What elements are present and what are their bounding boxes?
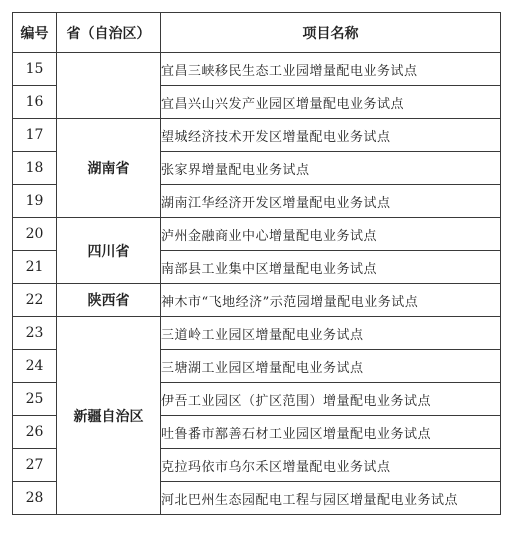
row-number: 19 — [13, 185, 57, 218]
pilot-projects-table — [12, 12, 501, 515]
row-number: 22 — [13, 284, 57, 317]
project-name: 南部县工业集中区增量配电业务试点 — [161, 251, 501, 284]
row-number: 24 — [13, 350, 57, 383]
header-number: 编号 — [13, 13, 57, 53]
project-name: 河北巴州生态园配电工程与园区增量配电业务试点 — [161, 482, 501, 515]
project-name: 神木市“飞地经济”示范园增量配电业务试点 — [161, 284, 501, 317]
table-row — [13, 53, 501, 86]
project-name: 三道岭工业园区增量配电业务试点 — [161, 317, 501, 350]
project-name: 吐鲁番市鄯善石材工业园区增量配电业务试点 — [161, 416, 501, 449]
province-cell-blank — [57, 53, 161, 119]
row-number: 17 — [13, 119, 57, 152]
table-row — [13, 119, 501, 152]
project-name: 克拉玛依市乌尔禾区增量配电业务试点 — [161, 449, 501, 482]
header-row — [13, 13, 501, 53]
project-name: 宜昌三峡移民生态工业园增量配电业务试点 — [161, 53, 501, 86]
row-number: 15 — [13, 53, 57, 86]
project-name: 望城经济技术开发区增量配电业务试点 — [161, 119, 501, 152]
project-name: 张家界增量配电业务试点 — [161, 152, 501, 185]
row-number: 26 — [13, 416, 57, 449]
project-name: 三塘湖工业园区增量配电业务试点 — [161, 350, 501, 383]
project-name: 宜昌兴山兴发产业园区增量配电业务试点 — [161, 86, 501, 119]
row-number: 28 — [13, 482, 57, 515]
province-shaanxi: 陕西省 — [57, 284, 161, 317]
row-number: 16 — [13, 86, 57, 119]
row-number: 18 — [13, 152, 57, 185]
row-number: 27 — [13, 449, 57, 482]
row-number: 20 — [13, 218, 57, 251]
project-name: 伊吾工业园区（扩区范围）增量配电业务试点 — [161, 383, 501, 416]
row-number: 21 — [13, 251, 57, 284]
header-province: 省（自治区） — [57, 13, 161, 53]
province-xinjiang: 新疆自治区 — [57, 317, 161, 515]
header-project: 项目名称 — [161, 13, 501, 53]
province-sichuan: 四川省 — [57, 218, 161, 284]
project-name: 泸州金融商业中心增量配电业务试点 — [161, 218, 501, 251]
project-name: 湖南江华经济开发区增量配电业务试点 — [161, 185, 501, 218]
table-row — [13, 218, 501, 251]
row-number: 23 — [13, 317, 57, 350]
table-row — [13, 284, 501, 317]
province-hunan: 湖南省 — [57, 119, 161, 218]
row-number: 25 — [13, 383, 57, 416]
table-row — [13, 317, 501, 350]
